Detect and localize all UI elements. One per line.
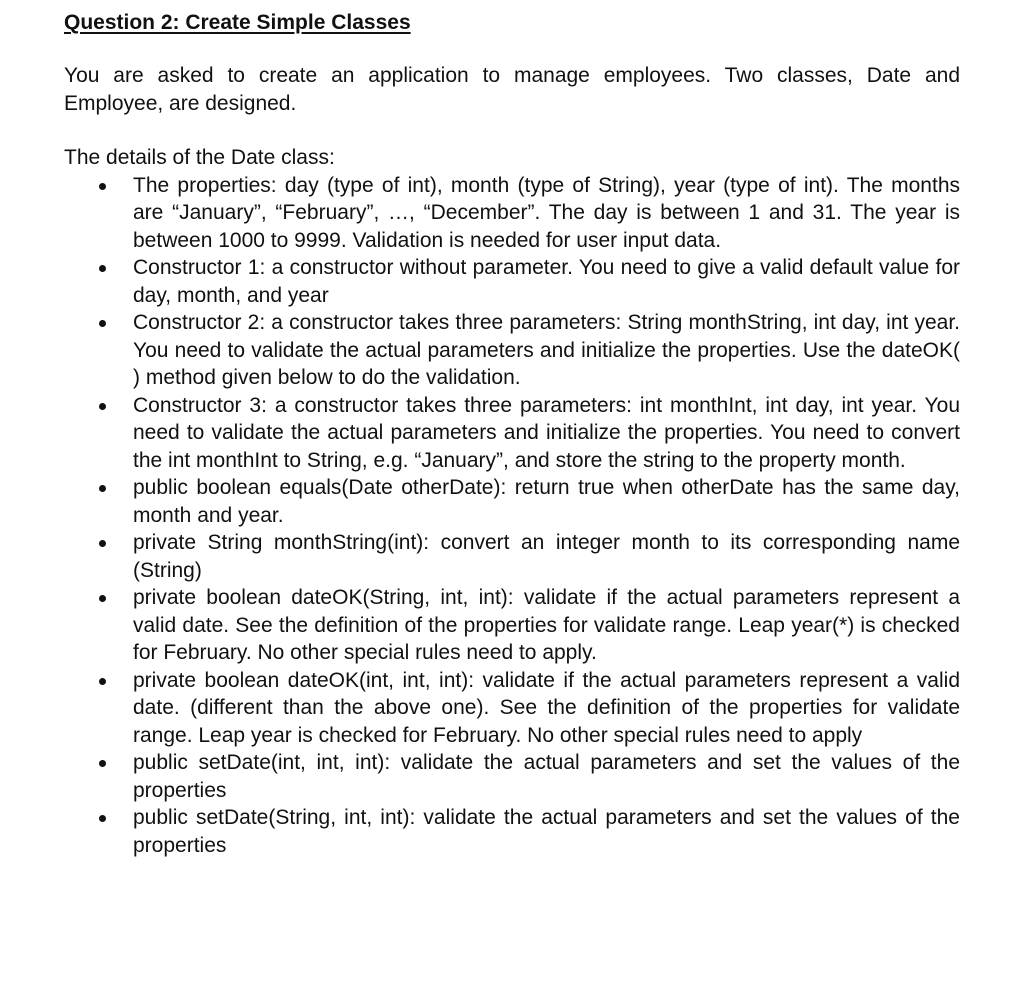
list-item xyxy=(64,584,960,667)
date-class-details-list xyxy=(64,172,960,860)
list-item-text: private boolean dateOK(String, int, int): validate if the actual parameters represent a valid date. See the definition of the properties for validate range. Leap year(*) is checked for February. No other special rules need to apply. xyxy=(133,586,960,664)
list-item xyxy=(64,474,960,529)
bullet-icon xyxy=(99,403,106,410)
list-item-text: Constructor 2: a constructor takes three parameters: String monthString, int day, int year. You need to validate the actual parameters and initialize the properties. Use the dateOK( ) method given below to do the validation. xyxy=(133,311,960,389)
list-item-text: Constructor 3: a constructor takes three parameters: int monthInt, int day, int year. You need to validate the actual parameters and initialize the properties. You need to convert the int monthInt to String, e.g. “January”, and store the string to the property month. xyxy=(133,393,960,472)
bullet-icon xyxy=(99,678,106,685)
bullet-icon xyxy=(99,540,106,547)
list-item-text: public setDate(int, int, int): validate the actual parameters and set the values of the properties xyxy=(133,751,960,802)
bullet-icon xyxy=(99,815,106,822)
list-item-text: private String monthString(int): convert an integer month to its corresponding name (String) xyxy=(133,531,960,582)
list-item xyxy=(64,749,960,804)
document-page xyxy=(64,8,960,859)
bullet-icon xyxy=(99,760,106,767)
list-item xyxy=(64,392,960,475)
list-item xyxy=(64,309,960,392)
list-item xyxy=(64,529,960,584)
question-heading: Question 2: Create Simple Classes xyxy=(64,11,411,34)
bullet-icon xyxy=(99,265,106,272)
bullet-icon xyxy=(99,320,106,327)
list-item-text: public boolean equals(Date otherDate): return true when otherDate has the same day, month and year. xyxy=(133,476,960,527)
date-class-details-title: The details of the Date class: xyxy=(64,146,335,169)
list-item xyxy=(64,804,960,859)
list-item-text: public setDate(String, int, int): validate the actual parameters and set the values of the properties xyxy=(133,806,960,857)
bullet-icon xyxy=(99,595,106,602)
bullet-icon xyxy=(99,183,106,190)
list-item-text: private boolean dateOK(int, int, int): validate if the actual parameters represent a valid date. (different than the above one). See the definition of the properties for validate range. Leap year is checked for February. No other special rules need to apply xyxy=(133,668,960,747)
list-item-text: Constructor 1: a constructor without parameter. You need to give a valid default value for day, month, and year xyxy=(133,256,960,307)
bullet-icon xyxy=(99,485,106,492)
list-item-text: The properties: day (type of int), month (type of String), year (type of int). The months are “January”, “February”, …, “December”. The day is between 1 and 31. The year is between 1000 to 9999. Validation is needed for user input data. xyxy=(133,173,960,252)
list-item xyxy=(64,667,960,750)
intro-paragraph: You are asked to create an application to manage employees. Two classes, Date and Employee, are designed. xyxy=(64,64,960,115)
list-item xyxy=(64,254,960,309)
list-item xyxy=(64,172,960,255)
